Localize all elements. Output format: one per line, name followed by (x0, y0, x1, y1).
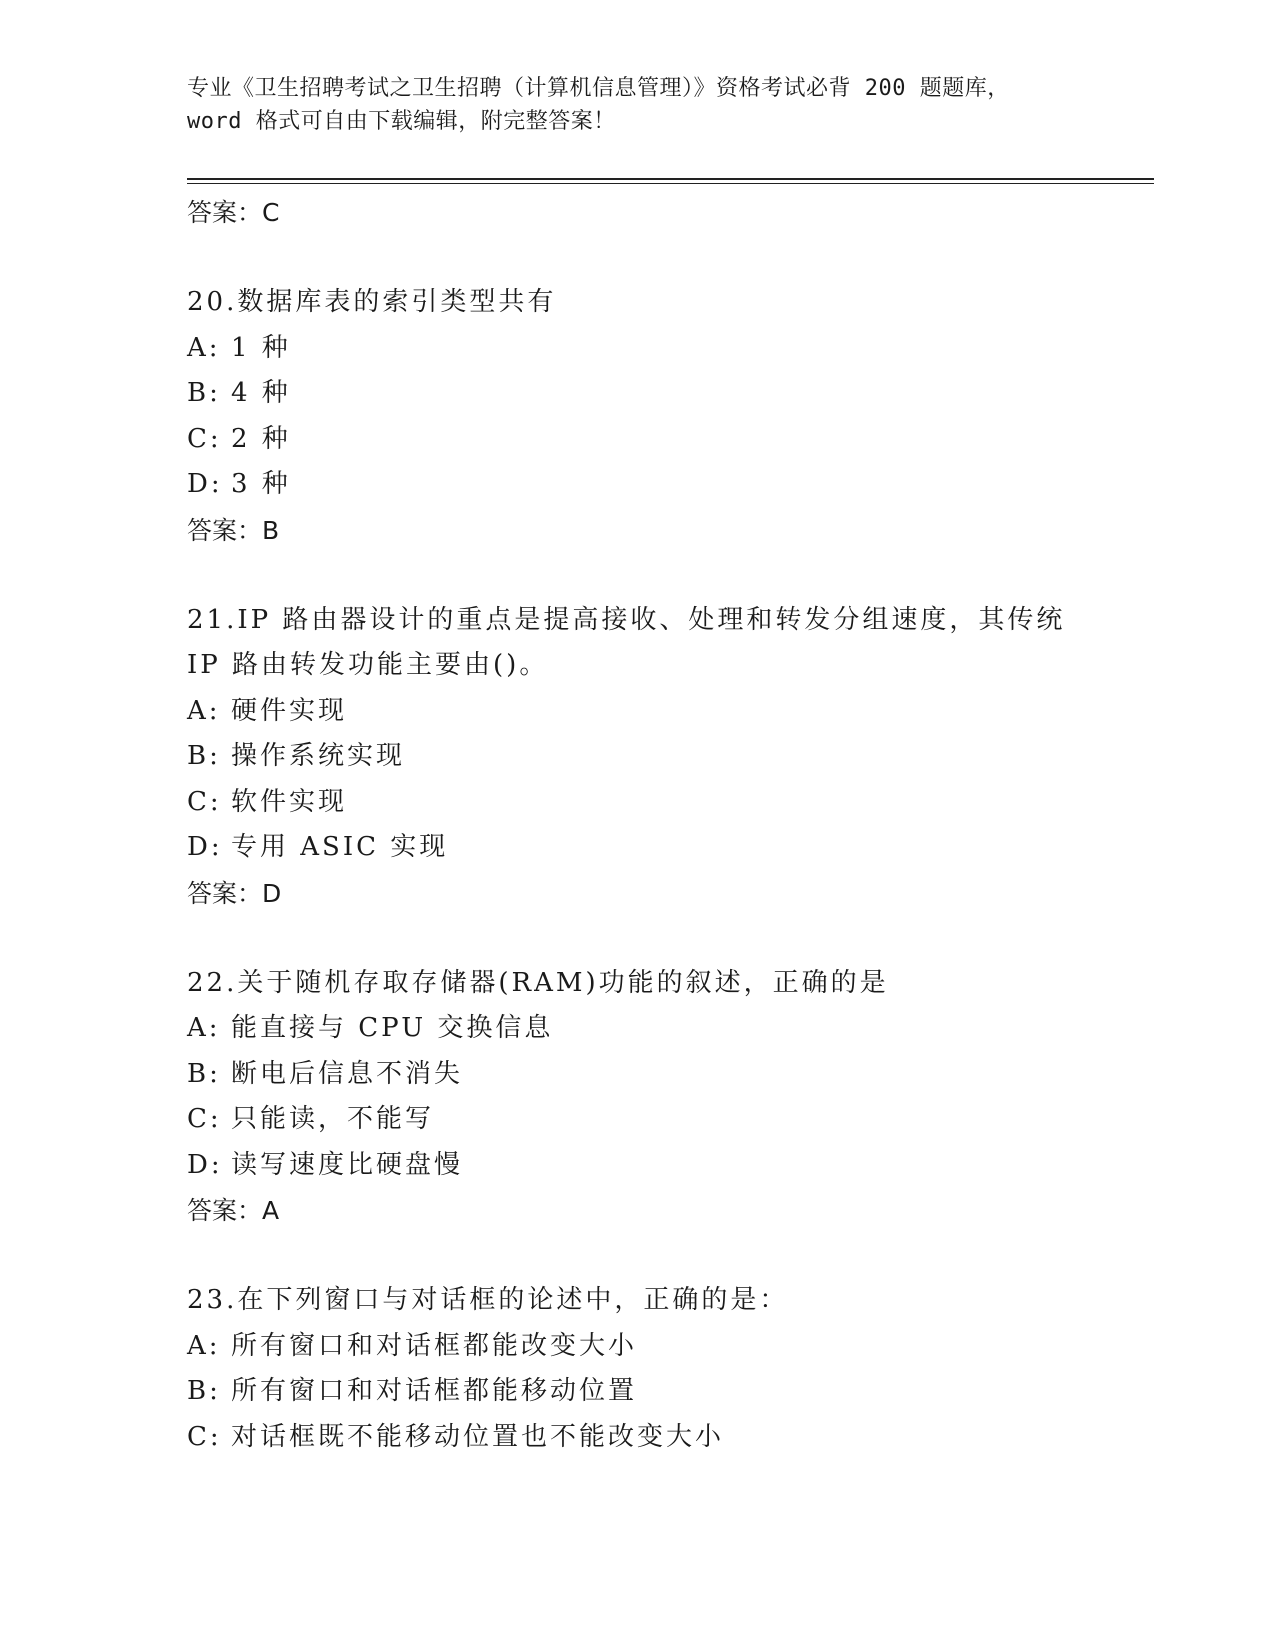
answer-line: 答案：B (187, 515, 280, 545)
option-text: 1 种 (231, 332, 291, 363)
option-text: 硬件实现 (231, 695, 348, 726)
option-letter: C: (187, 1104, 222, 1134)
option-letter: A: (187, 1330, 221, 1361)
option-c (187, 417, 1147, 463)
option-b (187, 734, 1147, 780)
option-text: 操作系统实现 (231, 741, 406, 771)
option-a (187, 689, 1147, 735)
question-stem: 22.关于随机存取存储器(RAM)功能的叙述，正确的是 (187, 967, 889, 998)
answer-line: 答案：A (187, 1196, 280, 1225)
option-text: 2 种 (231, 423, 291, 454)
question-stem: 21.IP 路由器设计的重点是提高接收、处理和转发分组速度，其传统 (187, 604, 1066, 635)
option-letter: B: (187, 378, 221, 408)
header-title-line-2: word 格式可自由下载编辑，附完整答案！ (187, 109, 616, 134)
question-stem-continued: IP 路由转发功能主要由()。 (187, 650, 549, 680)
option-c (187, 780, 1147, 826)
option-letter: D: (187, 832, 223, 862)
question-21 (187, 598, 1147, 916)
option-letter: C: (187, 1421, 222, 1452)
option-text: 只能读，不能写 (231, 1104, 435, 1134)
header-divider (187, 178, 1154, 180)
option-c (187, 1415, 1147, 1461)
option-b (187, 1052, 1147, 1098)
answer-line: 答案：D (187, 878, 282, 908)
option-b (187, 1369, 1147, 1415)
option-letter: B: (187, 1058, 221, 1089)
option-letter: B: (187, 741, 221, 771)
option-text: 断电后信息不消失 (231, 1058, 464, 1089)
previous-answer: 答案：C (187, 198, 280, 227)
question-22 (187, 961, 1147, 1234)
option-c (187, 1097, 1147, 1143)
option-letter: D: (187, 469, 223, 499)
option-a (187, 1006, 1147, 1052)
option-text: 对话框既不能移动位置也不能改变大小 (231, 1421, 725, 1452)
option-letter: A: (187, 695, 221, 726)
header-divider-thin (187, 183, 1154, 184)
option-b (187, 371, 1147, 417)
option-text: 所有窗口和对话框都能移动位置 (231, 1376, 638, 1406)
option-a (187, 1324, 1147, 1370)
option-text: 软件实现 (231, 786, 348, 817)
option-d (187, 1143, 1147, 1189)
page-header (187, 72, 1067, 138)
option-text: 4 种 (231, 378, 291, 408)
option-text: 能直接与 CPU 交换信息 (231, 1013, 554, 1043)
question-stem: 20.数据库表的索引类型共有 (187, 287, 557, 317)
question-23 (187, 1278, 1147, 1460)
question-list (187, 190, 1147, 1460)
option-text: 所有窗口和对话框都能改变大小 (231, 1330, 638, 1361)
option-letter: A: (187, 332, 221, 363)
option-d (187, 462, 1147, 508)
option-letter: A: (187, 1013, 221, 1043)
option-letter: C: (187, 423, 222, 454)
question-20 (187, 280, 1147, 553)
question-stem: 23.在下列窗口与对话框的论述中，正确的是： (187, 1285, 789, 1315)
option-letter: D: (187, 1149, 223, 1180)
option-a (187, 326, 1147, 372)
option-text: 读写速度比硬盘慢 (231, 1149, 464, 1180)
header-title-line-1: 专业《卫生招聘考试之卫生招聘（计算机信息管理）》资格考试必背 200 题题库， (187, 76, 1010, 101)
option-d (187, 825, 1147, 871)
option-letter: C: (187, 786, 222, 817)
option-text: 专用 ASIC 实现 (231, 832, 449, 862)
option-letter: B: (187, 1376, 221, 1406)
option-text: 3 种 (231, 469, 291, 499)
